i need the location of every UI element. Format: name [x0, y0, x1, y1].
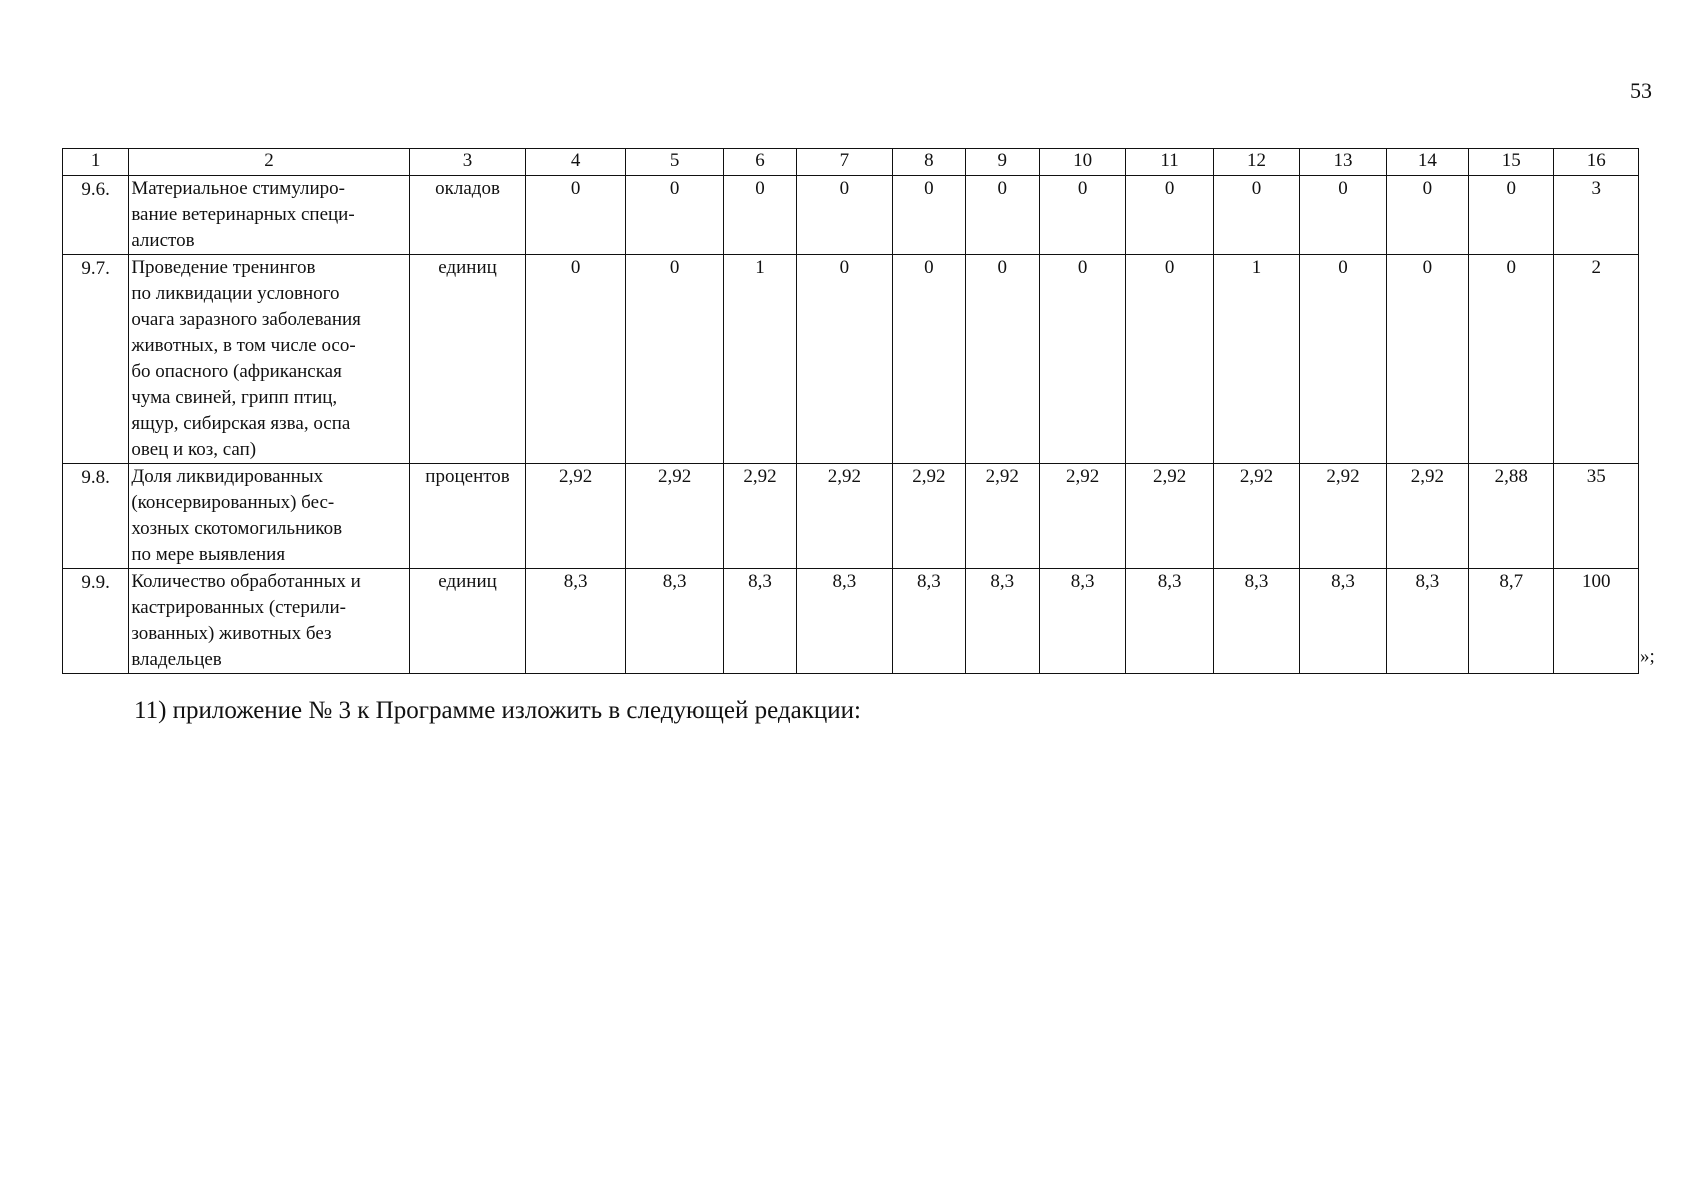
value-cell: 2,92: [1126, 464, 1213, 569]
value-cell: 0: [796, 255, 892, 464]
value-cell: 0: [1126, 255, 1213, 464]
indicator-name-cell: Количество обработанных и кастрированных (стерили- зованных) животных без владельцев: [129, 569, 409, 674]
value-cell: 8,3: [893, 569, 965, 674]
header-cell: 5: [625, 149, 724, 176]
header-cell: 11: [1126, 149, 1213, 176]
row-number-cell: 9.6.: [63, 176, 129, 255]
value-cell: 0: [1213, 176, 1299, 255]
value-cell: 2,92: [893, 464, 965, 569]
indicator-name-cell: Проведение тренингов по ликвидации условного очага заразного заболевания животных, в том числе осо- бо опасного (африканская чума свиней, грипп птиц, ящур, сибирская язва, оспа овец и коз, сап): [129, 255, 409, 464]
indicators-table: [62, 148, 1639, 674]
header-cell: 10: [1039, 149, 1125, 176]
instruction-text: 11) приложение № 3 к Программе изложить в следующей редакции:: [134, 697, 861, 724]
value-cell: 0: [965, 255, 1039, 464]
header-cell: 4: [526, 149, 626, 176]
value-cell: 0: [1126, 176, 1213, 255]
value-cell: 2,92: [1300, 464, 1386, 569]
header-cell: 7: [796, 149, 892, 176]
value-cell: 35: [1554, 464, 1639, 569]
indicator-name-cell: Доля ликвидированных (консервированных) бес- хозных скотомогильников по мере выявления: [129, 464, 409, 569]
value-cell: 8,3: [625, 569, 724, 674]
value-cell: 1: [724, 255, 796, 464]
value-cell: 8,3: [1386, 569, 1468, 674]
table-row: [63, 255, 1639, 464]
value-cell: 0: [625, 176, 724, 255]
value-cell: 0: [724, 176, 796, 255]
header-cell: 12: [1213, 149, 1299, 176]
value-cell: 0: [1386, 255, 1468, 464]
value-cell: 8,3: [1213, 569, 1299, 674]
row-number-cell: 9.9.: [63, 569, 129, 674]
row-number-cell: 9.7.: [63, 255, 129, 464]
header-cell: 16: [1554, 149, 1639, 176]
value-cell: 2,88: [1469, 464, 1554, 569]
value-cell: 8,3: [965, 569, 1039, 674]
table-wrapper: [62, 148, 1639, 674]
value-cell: 2,92: [796, 464, 892, 569]
unit-cell: единиц: [409, 569, 526, 674]
value-cell: 2,92: [1213, 464, 1299, 569]
value-cell: 0: [965, 176, 1039, 255]
value-cell: 2,92: [724, 464, 796, 569]
table-row: [63, 569, 1639, 674]
header-cell: 9: [965, 149, 1039, 176]
header-cell: 15: [1469, 149, 1554, 176]
header-cell: 2: [129, 149, 409, 176]
header-cell: 13: [1300, 149, 1386, 176]
value-cell: 2: [1554, 255, 1639, 464]
value-cell: 0: [893, 176, 965, 255]
header-cell: 8: [893, 149, 965, 176]
value-cell: 0: [526, 255, 626, 464]
value-cell: 8,3: [724, 569, 796, 674]
value-cell: 0: [1300, 176, 1386, 255]
value-cell: 2,92: [1386, 464, 1468, 569]
value-cell: 8,7: [1469, 569, 1554, 674]
closing-quote-mark: »;: [1640, 646, 1655, 667]
value-cell: 0: [1469, 176, 1554, 255]
value-cell: 0: [1039, 255, 1125, 464]
unit-cell: окладов: [409, 176, 526, 255]
value-cell: 3: [1554, 176, 1639, 255]
value-cell: 2,92: [625, 464, 724, 569]
value-cell: 0: [625, 255, 724, 464]
value-cell: 0: [1039, 176, 1125, 255]
table-header-row: [63, 149, 1639, 176]
indicator-name-cell: Материальное стимулиро- вание ветеринарных специ- алистов: [129, 176, 409, 255]
table-row: [63, 176, 1639, 255]
page-number: 53: [1630, 78, 1652, 103]
value-cell: 0: [796, 176, 892, 255]
unit-cell: процентов: [409, 464, 526, 569]
header-cell: 1: [63, 149, 129, 176]
value-cell: 2,92: [526, 464, 626, 569]
value-cell: 0: [893, 255, 965, 464]
value-cell: 8,3: [796, 569, 892, 674]
row-number-cell: 9.8.: [63, 464, 129, 569]
header-cell: 14: [1386, 149, 1468, 176]
unit-cell: единиц: [409, 255, 526, 464]
value-cell: 1: [1213, 255, 1299, 464]
value-cell: 8,3: [1039, 569, 1125, 674]
value-cell: 0: [526, 176, 626, 255]
header-cell: 6: [724, 149, 796, 176]
value-cell: 0: [1469, 255, 1554, 464]
value-cell: 0: [1300, 255, 1386, 464]
value-cell: 8,3: [526, 569, 626, 674]
value-cell: 100: [1554, 569, 1639, 674]
value-cell: 2,92: [965, 464, 1039, 569]
value-cell: 8,3: [1126, 569, 1213, 674]
value-cell: 8,3: [1300, 569, 1386, 674]
table-row: [63, 464, 1639, 569]
value-cell: 0: [1386, 176, 1468, 255]
header-cell: 3: [409, 149, 526, 176]
value-cell: 2,92: [1039, 464, 1125, 569]
